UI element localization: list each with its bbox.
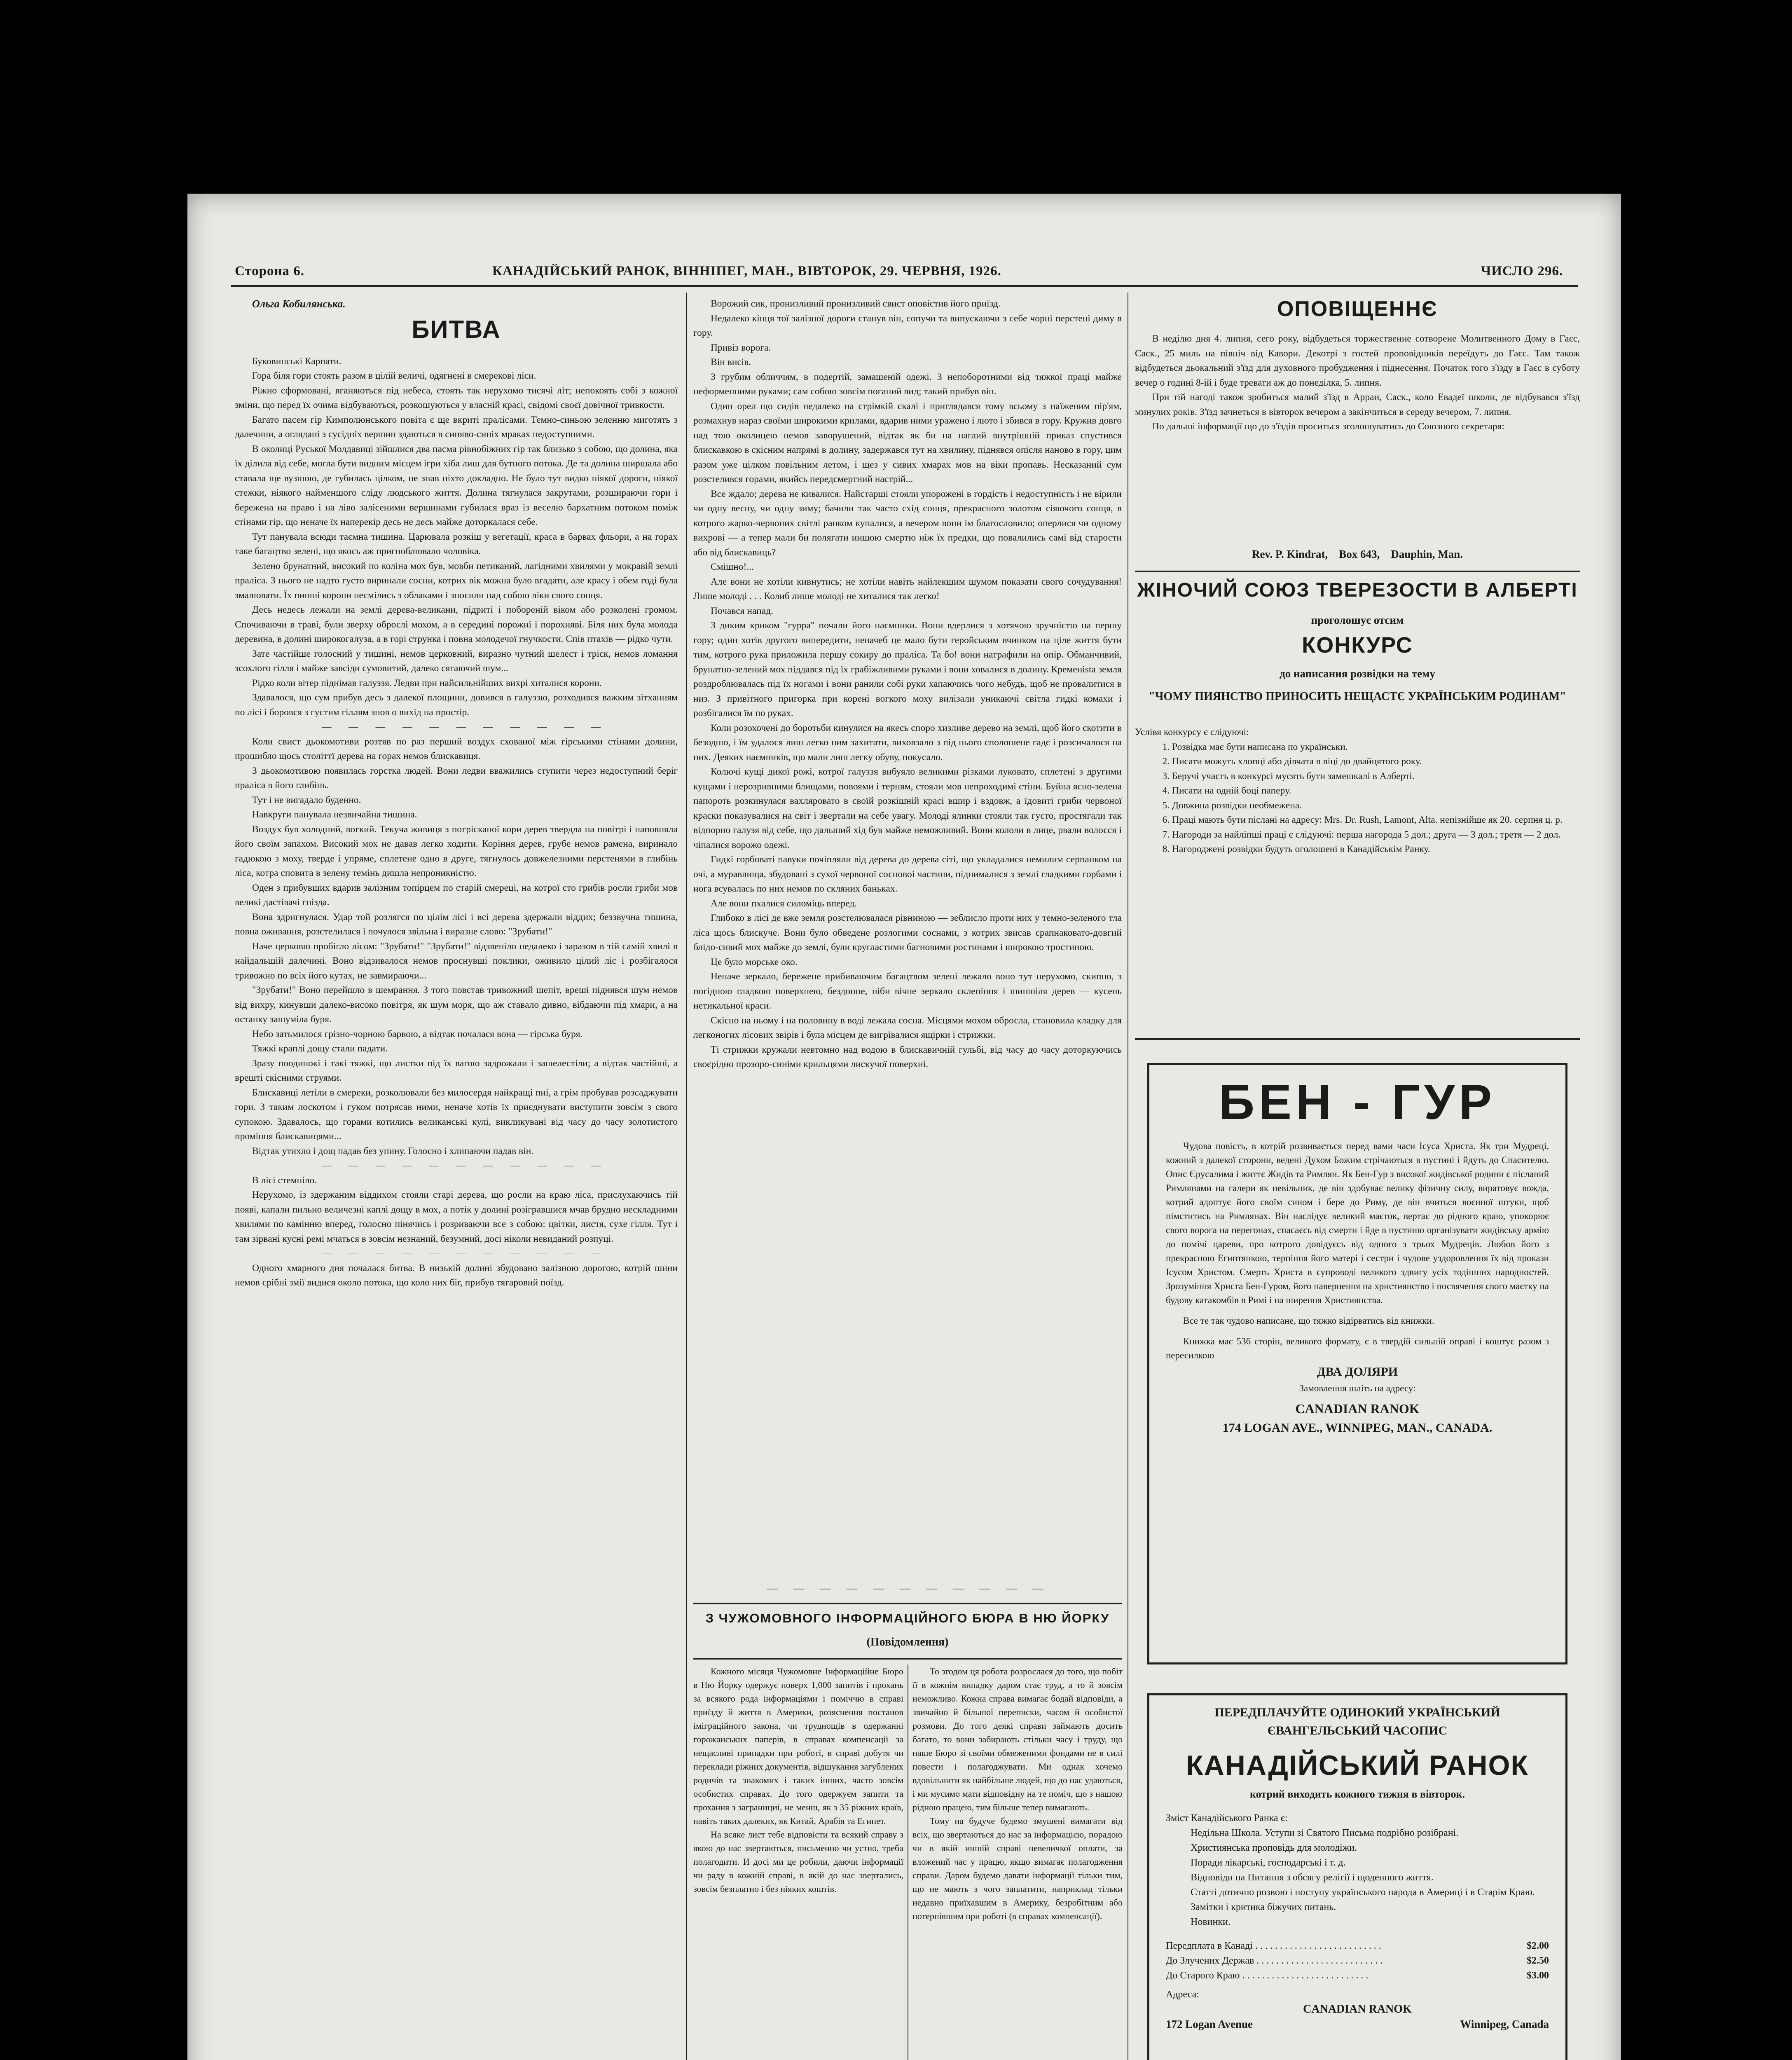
price-row [1166, 1953, 1549, 1968]
story-title: БИТВА [412, 315, 501, 343]
subscribe-content-item: Статті дотично розвою і поступу українського народа в Америці і в Старім Краю. [1191, 1887, 1535, 1898]
subscribe-prices [1166, 1938, 1549, 1983]
story-paragraph: Неначе зеркало, бережене прибиваючим багацтвом зелені лежало воно тут нерухомо, скипно, з погідною гладкою поверхнею, бездонне, ніби вічне зеркало склепіння і шиншіля дерев — кусень нетикальної краси. [693, 971, 1122, 1011]
story-paragraph: Коли свист дьокомотиви розтяв по раз перший воздух схованої між гірськими стінами долини, прошибло щось століттї дерева на горах немов блискавиця. [235, 736, 678, 761]
contest-condition: 3. Беручі участь в конкурсі мусять бути замешкалі в Алберті. [1172, 769, 1580, 784]
notice-paragraph: В неділю дня 4. липня, сего року, відбудеться торжественне сотворене Молитвенного Дому в Гаєс, Саск., 25 миль на північ від Кавори. Декотрі з гостей проповідників переїдуть до Гаєс. Там також відбудеться дьокальний з'їзд для духовного пробудження і піднесення. Початок того з'їзду в Гаєс в суботу вечер о годині 8-ій і буде тревати аж до понеділка, 5. липня. [1135, 333, 1580, 388]
story-paragraph: Колючі кущі дикої рожі, котрої галуззя вибуяло великими різками луковато, сплетені з другими кущами і нерозривними блищами, повоями і терням, стояли мов непроходимі стіни. Буйна ясно-зелена папороть розкинулася вахляровато в своїй розкішній красі вшир і вздовж, а їдовиті гриби червоної краски показувалися на світ і звертали на себе увагу. Молоді ялинки стояли так густо, простягали так відпорно галузя від себе, що дальший хід був майже неможливий. Вони кололи в лице, рвали волосся і чіпалися ворожо одежі. [693, 766, 1122, 850]
bureau-right [912, 1664, 1123, 2060]
story-paragraph: Зелено брунатний, високий по коліна мох був, мовби петиканий, лагідними хвилями у мокравій землі праліса. З нього не надто густо виринали сосни, котрих вік можна було вгадати, але красу і обем годі була змалювати. Їх пишні корони несмілись з облаками і зносили над собою ліки свого сонця. [235, 560, 678, 601]
contest-condition: 6. Праці мають бути післані на адресу: Mrs. Dr. Rush, Lamont, Alta. непізнійше як 20. серпня ц. р. [1172, 813, 1580, 828]
story-body-1 [235, 369, 678, 1290]
contest-purpose: до написання розвідки на тему [1280, 667, 1435, 680]
subscribe-contents [1166, 1811, 1549, 2032]
story-paragraph: Але вони пхалися силоміць вперед. [711, 898, 857, 909]
subscribe-content-item: Замітки і критика біжучих питань. [1191, 1902, 1336, 1913]
benhur-body [1166, 1139, 1549, 1437]
page-number: Сторона 6. [235, 264, 305, 279]
story-paragraph: — — — — — — — — — — — [321, 721, 608, 732]
benhur-address-name: CANADIAN RANOK [1295, 1401, 1420, 1416]
masthead: КАНАДІЙСЬКИЙ РАНОК, ВІННІПЕГ, МАН., ВІВТОРОК, 29. ЧЕРВНЯ, 1926. [492, 264, 1001, 279]
subscribe-ad [1147, 1693, 1567, 2060]
contest-word: КОНКУРС [1302, 633, 1413, 658]
contest-condition: 5. Довжина розвідки необмежена. [1172, 798, 1580, 813]
story-paragraph: Блискавиці летіли в смереки, розколювали без милосердя найкращі пні, а грім пробував розсаджувати гори. З таким лоскотом і гуком потрясав ними, неначе хотів їх приєднувати виступити зовсім з свого супокою. Здавалось, що горами котились великанські кулі, викликувані від часу до часу золотистого проміння блискавицями... [235, 1087, 678, 1142]
story-paragraph: Ворожий сик, пронизливий пронизливий свист оповістив його приїзд. [711, 298, 1001, 309]
bureau-paragraph: То згодом ця робота розрослася до того, що побіт її в кожнім випадку даром стає труд, а то й зовсім неможливо. Кожна справа вимагає бодай відповіди, а звичайно й більшої переписки, часом й особистої розмови. До того деякі справи займають досить багато, то вони забирають стільки часу і труду, що наше Бюро зі своїми обмеженими фондами нe в силі повести і полагоджувати. Ми однак хочемо вдовільнити як найбільше людей, що до нас удаються, і ми мусимо мати відповідну на те поміч, що з нашою рідною працею, тим більше тепер вимагають. [912, 1666, 1123, 1812]
subscribe-content-item: Поради лікарські, господарські і т. д. [1191, 1857, 1346, 1868]
subscribe-weekly: котрий виходить кожного тижня в вівторок. [1250, 1788, 1465, 1800]
subscribe-content-item: Відповіди на Питання з обсягу релігії і щоденного життя. [1191, 1872, 1434, 1883]
subscribe-content-item: Християнська проповідь для молодіжи. [1191, 1842, 1357, 1853]
newspaper-page [187, 194, 1621, 2060]
story-paragraph: Тут і не вигадало буденно. [252, 794, 361, 805]
story-column-2 [693, 297, 1122, 1574]
price-label: До Старого Краю . . . . . . . . . . . . . . . . . . . . . . . . . . [1166, 1970, 1369, 1981]
story-paragraph: Ті стрижки кружали невтомно над водою в блискавичній гульбі, від часу до часу доторкуючись своєрідно прозоро-синіми крильцями лискучої поверхні. [693, 1044, 1122, 1070]
subscribe-address-city: Winnipeg, Canada [1460, 2018, 1549, 2030]
notice-body [1135, 332, 1580, 562]
story-paragraph: Здавалося, що сум прибув десь з далекої площини, довився в галуззю, розходився важким зітханням по лісі і боровся з густим гіллям знов о вихід на простір. [235, 692, 678, 718]
story-paragraph: Оден з прибувших вдарив залізним топірцем по старій смереці, на котрої сто грибів росли гриби мов великі дастівачі гніздa. [235, 882, 678, 908]
subscribe-address-label: Адреса: [1166, 1989, 1200, 2000]
story-paragraph: Скісно на ньому і на половину в воді лежала сосна. Місцями мохом обросла, становила кладку для легконогих лісових звірів і була місцем де вигрівалися ящірки і стрижки. [693, 1015, 1122, 1040]
notice-title: ОПОВІЩЕННЄ [1277, 297, 1438, 321]
story-paragraph: "Зрубати!" Воно перейшло в шемрання. З того повстав тривожний шепіт, вреші піднявся шум немов від вихру, кинувши далеко-високо повітря, як шум моря, що аж ставало дивно, вібдаючи під хмари, а на останку зашуміла буря. [235, 985, 678, 1025]
story-paragraph: Наче церковю пробігло лісом: "Зрубати!" "Зрубати!" відзвеніло недалеко і заразом в тій самій хвилі в найдальшій далечині. Воно відзивалося немов проснувші поклики, оживило цілий ліс і розбігалося тривожно по всіх його кутах, не завмираючи... [235, 941, 678, 981]
contest-list [1135, 740, 1580, 857]
story-paragraph: Небо затьмилося грізно-чорною барвою, а відтак почалася вона — гірська буря. [252, 1028, 583, 1039]
story-paragraph: Один орел що сидів недалеко на стрімкій скалі і приглядався тому всьому з наїженим пір'ям, розмахнув нараз своїми широкими крилами, вдарив ними уражено і люто і збився в гору. Кружив довго над тою околицею немов заворушений, відтак як би на наглий внутрішній приказ спустився блискавкою в скісним напрямі в долину, задержався тут на хвилину, піднявся опісля наново в гору, цим разом уже цілком повільним летом, і щез у сивих хмарах мов на віки пропавь. Несказаний сум розстелився горами, якийсь передсмертний настрій... [693, 400, 1122, 485]
story-body-2 [693, 297, 1122, 1072]
benhur-order: Замовлення шліть на адресу: [1299, 1383, 1416, 1393]
contest-title: ЖІНОЧИЙ СОЮЗ ТВЕРЕЗОСТИ В АЛБЕРТІ [1137, 579, 1578, 601]
subscribe-contents-list [1166, 1826, 1549, 1929]
story-author: Ольга Кобилянська. [252, 298, 346, 310]
story-paragraph: Він висів. [711, 357, 751, 368]
subscribe-line1: ПЕРЕДПЛАЧУЙТЕ ОДИНОКИЙ УКРАЇНСЬКИЙ [1214, 1706, 1500, 1719]
subscribe-address-street: 172 Logan Avenue [1166, 2018, 1253, 2030]
story-paragraph: Рідко коли вітер піднімав галуззя. Ледви при найсильнійших вихрі хиталися корони. [252, 677, 602, 688]
story-paragraph: Вона здригнулася. Удар той розлягся по цілім лісі і всі дерева здержали віддих; беззвучна тишина, повна оживання, розстелилася і почулося звільна і виразне слово: "Зрубати!" [235, 911, 678, 937]
subscribe-line2: ЄВАНГЕЛЬСЬКИЙ ЧАСОПИС [1267, 1724, 1448, 1737]
story-paragraph: Ріжно сформовані, вганяються під небеса, стоять так нерухомо тисячі літ; непокоять собі з кожної зміни, що перед їх очима відбуваються, розкошуються у власній красі, свідомі своєї довічної тривкости. [235, 385, 678, 410]
story-end-separator: — — — — — — — — — — — [767, 1582, 1050, 1594]
price-row [1166, 1938, 1549, 1953]
benhur-description: Чудова повість, в котрій розвивається перед вами часи Ісуса Христа. Як три Мудреці, кожний з далекої сторони, ведені Духом Божим стрічаються в пустині і йдуть до Спасителю. Опис Єрусалима і життє Жидів та Римлян. Як Бен-Гур з високої жидівської родини є післаний Римлянами на галери як невільник, де він здобуває велику фізичну силу, виратовує вожда, котрий адоптує його своїм сином і бере до Риму, де він вчиться воєнної штуки, щоб пімститись на Римлянах. Він наслідує великий маєток, вертає до рідного краю, упокорює свого ворога на перегонах, спасаєсь від смерти і йде в пустиню організувати жидівську армію до помічі цареви, про котрого довідуєсь від одного з трьох Мудреців. Любов його з прекрасною Египтянкою, терпіння його матері і сестри і чудове уздоровлення їх від прокази Ісусом Христом. Смерть Христа в супроводі великого здвигу усіх тодішних народностей. Зрозуміння Христа Бен-Гуром, його навернення на християнство і посвячення свого маєтку на будову катакомбів в Римі і на ширення Християнства. [1166, 1141, 1549, 1305]
price-row [1166, 1968, 1549, 1983]
story-paragraph: Десь недесь лежали на землі дерева-великани, підриті і побореній віком або розколені громом. Спочиваючи в траві, були зверху оброслі мохом, а в середині порожні і порохняві. Біля них булa молода деревина, в долині широкогалуза, а в горі струнка і повна молодечої гнучкости. Спів птахів — рідко чути. [235, 604, 678, 644]
notice-rule [1135, 571, 1580, 572]
story-paragraph: Навкруги панувала незвичайна тишина. [252, 809, 417, 820]
price-amount: $2.50 [1527, 1955, 1549, 1966]
header-rule [231, 285, 1578, 287]
story-paragraph: Привіз ворога. [711, 342, 771, 353]
notice-paragraph: По дальші інформації що до з'їздів проситься зголошуватись до Союзного секретаря: [1152, 421, 1504, 432]
bureau-paragraph: Тому на будуче будемо змушені вимагати від всіх, що звертаються до нас за інформацією, порадою чи в якій иншій справі невеличкої оплати, за вложений час у працю, якщо вимагає полагодження справи. Даром будемо давати інформації тільки тим, що не мають з чого заплатити, наприклад тільки недавно приїхавшим в Америку, безробітним або потерпівшим при роботі (в справах компенсації). [912, 1816, 1123, 1921]
story-paragraph: Гора біля гори стоять разом в цілій величі, одягнені в смерекові ліси. [252, 370, 536, 381]
benhur-price: ДВА ДОЛЯРИ [1317, 1365, 1398, 1379]
benhur-address-street: 174 LOGAN AVE., WINNIPEG, MAN., CANADA. [1222, 1421, 1493, 1435]
story-paragraph: Воздух був холодний, вогкий. Текуча живиця з потрісканої кори дерев твердла на повітрі і наповняла його своїм запахом. Високий мох не давав легко ходити. Коріння дерев, грубе немов рамена, вириналo гадюкою з моху, твердe і упрямe, сплетене одно в друге, тягнулось довжелезними перстенями в глибінь ліса, котра сповита в зелену темінь дишла непроникністю. [235, 824, 678, 878]
story-paragraph: Зате частійше голосний у тишині, немов церковний, виразно чутний шелест і тріск, немов ломання зсохлого гілля і майже завсіди сумовитий, далеко сягаючий шум... [235, 648, 678, 674]
story-paragraph: З диким криком "гурра" почали його наємники. Вони вдерлися з хотячою зручністю на першу гору; один хотів другого випередити, неначеб це мало бути геройським вчинком на ціле життя бути тим, котрого рука приложила першу сокиру до праліса. Та бо! вони натрафили на опір. Обманчивий, брунатно-зелений мох піддався під їх грабіжливими руками і вони ховалися в долину. Кременista земля роздроблювалась під їх ногами і вони ранили собі руки хапаючись чого небудь, щоб не провалитися в низ. З привітного пригорка при корені вогкого моху вилізали уникаючі світла гидкі комахи і розбігалися їм по руках. [693, 620, 1122, 719]
notice-secretary: Rev. P. Kindrat, Box 643, Dauphin, Man. [1252, 548, 1463, 560]
price-label: Передплата в Канаді . . . . . . . . . . . . . . . . . . . . . . . . . . [1166, 1941, 1381, 1951]
story-paragraph: В лісі стемніло. [252, 1175, 317, 1186]
story-paragraph: Гидкі горбоваті павуки почіпляли від дерева до дерева сіті, що укладалися немилим серпанком на очі, а муравлища, збудовані з сухої червоної сосновоі частини, піднималися з землі гладкими горбами і нога всувалась по них немов по скляних баньках. [693, 854, 1122, 894]
story-paragraph: Недалеко кінця тої залізної дороги станув він, сопучи та випускаючи з себе чорні перстені диму в гору. [693, 313, 1122, 338]
story-paragraph: Зразу поодинокі і такі тяжкі, що листки під їх вагою задрожали і зашелестіли; а відтак частійші, а врешті скісними струями. [235, 1058, 678, 1083]
benhur-ad [1147, 1063, 1567, 1664]
story-paragraph: — — — — — — — — — — — [321, 1160, 608, 1171]
contest-conditions-label: Услівя конкурсу є слідуючі: [1135, 727, 1249, 737]
story-paragraph: — — — — — — — — — — — [321, 1248, 608, 1259]
story-paragraph: Але вони не хотіли кивнутись; не хотіли навіть найлекшим шумом показати свого сочудування! Лише молоді . . . Колиб лише молоді не хиталися так легко! [693, 576, 1122, 602]
story-paragraph: З дьокомотивою появилась горстка людей. Вони ледви вважились ступити через недоступний беріг праліса в його глибінь. [235, 765, 678, 791]
bureau-rule [693, 1658, 1122, 1660]
price-amount: $2.00 [1527, 1941, 1549, 1951]
contest-condition: 2. Писати можуть хлопці або дівчата в віці до двайцятого року. [1172, 754, 1580, 769]
contest-condition: 1. Розвідка має бути написана по українськи. [1172, 740, 1580, 755]
contest-condition: 4. Писати на одній боці паперу. [1172, 784, 1580, 798]
subscribe-name: КАНАДІЙСЬКИЙ РАНОК [1186, 1750, 1529, 1781]
contest-condition: 8. Нагороджені розвідки будуть оголошені в Канадійськім Ранку. [1172, 842, 1580, 857]
story-paragraph: Глибоко в лісі де вже земля розстелювалася рівнинoю — зеблисло проти них у темно-зеленого тла ліса щось блискуче. Вони було обведене розлогими соснами, з котрих звисав срапнаковато-довгий блідо-сивий мох майже до землі, були кругластими багновими ростинами і широкою тростиною. [693, 913, 1122, 953]
subscribe-contents-label: Зміст Канадійського Ранка є: [1166, 1813, 1288, 1824]
contest-rule [1135, 1038, 1580, 1040]
price-label: До Злучених Держав . . . . . . . . . . . . . . . . . . . . . . . . . . [1166, 1955, 1383, 1966]
story-paragraph: Все ждало; дерева не кивалися. Найстарші стояли упорожені в гордість і недоступність і не вірили чи одну весну, чи одну зиму; бачили так часто схід сонця, прекрасного золотом сіяючого сонця, в котрого жарко-червоних світлі ранком купалися, а вечером вони ім благословило; оперлися чи одному вихрові — а тепер мали би полягати иншою смертю ніж їх предки, що повалились самі від старости або від блискавиць? [693, 488, 1122, 558]
contest-announces: проголошує отсим [1311, 614, 1404, 626]
bureau-left [693, 1664, 903, 2060]
contest-topic: "ЧОМУ ПИЯНСТВО ПРИНОСИТЬ НЕЩАСТЄ УКРАЇНСЬКИМ РОДИНАМ" [1149, 690, 1566, 703]
story-paragraph: Відтак утихло і дощ падав без упину. Голосно і хлипаючи падав він. [252, 1145, 534, 1156]
issue-number: ЧИСЛО 296. [1481, 264, 1563, 279]
price-amount: $3.00 [1527, 1970, 1549, 1981]
notice-paragraph: При тій нагоді також зробиться малий з'їзд в Арран, Саск., коло Евадеї школи, де відбувався з'їзд минулих років. З'їзд зачнеться в вівторок вечером а закінчиться в середу вечером, 7. липня. [1135, 392, 1580, 417]
story-paragraph: Смішно!... [711, 562, 754, 572]
bureau-subtitle: (Повідомлення) [866, 1636, 949, 1648]
story-paragraph: Нерухомо, із здержаним віддихом стояли старі дерева, що росли на краю ліса, прислухаючись тій появі, капали пильно величезні каплі дощу в мох, а потік у долині розігравшися мчав брудно нескладними хвилями по камінню вперед, голосно пінячись і розриваючи все з собою: цвітки, листя, сухе гілля. Тут і там зірвані кусні ремі мчаться в зовсім незнаний, безумний, досі ніколи невиданий розпуці. [235, 1189, 678, 1244]
bureau-paragraph: На всякe лист тебе відповісти та всякий справу з якою до нас звертаються, письменно чи устно, треба полагодити. И досі ми це робили, даючи інформації чи раду в кожній справі, в якій до нас звертались, зовсім безплатно і без ніяких коштів. [693, 1829, 903, 1894]
bureau-rule-top [693, 1603, 1122, 1604]
bureau-title: З ЧУЖОМОВНОГО ІНФОРМАЦІЙНОГО БЮРА В НЮ ЙОРКУ [705, 1611, 1110, 1625]
subscribe-address-name: CANADIAN RANOK [1303, 2003, 1412, 2016]
bureau-paragraph: Кожного місяця Чужомовне Інформаційне Бюро в Ню Йорку одержує поверх 1,000 запитів і прохань за всякого рода інформаціями і поміччю в справі приїзду й життя в Америки, розяснення постанов іміграційного закона, чи труднощів в одержанні горожанських паперів, в справах компенсації за нещасливі припадки при роботі, в справі добутя чи переклади ріжних документів, відшукання загублених родичів та знакомих і таких інших, часто зовсім особистих справах. До того одержуєм запити та прохання з загранициі, не менш, як з 35 ріжних країв, навіть таких далеких, як Китай, Арабія та Египет. [693, 1666, 903, 1826]
column-divider [686, 293, 687, 2060]
story-paragraph: З грубим обличчям, в подертій, замашеній одежі. З непоборотними від тяжкої праці майже неформенними руками; сам собою зовсім поганий вид; такий прибув він. [693, 371, 1122, 397]
story-paragraph: Почався напад. [711, 605, 773, 616]
story-paragraph: Багато пасем гір Кимполюнського повіта є ще вкриті пралісами. Темно-синьою зеленню миготять з далечини, а оглядані з сусідніх вершин здаються в синяво-синіх мраках недоступними. [235, 414, 678, 440]
subscribe-content-item: Новинки. [1191, 1917, 1231, 1927]
story-paragraph: Це було морське око. [711, 956, 798, 967]
subscribe-content-item: Недільна Школа. Уступи зі Святого Письма подрібно розібрані. [1191, 1828, 1459, 1838]
story-paragraph: Коли розохочені до боротьби кинулися на якесь споро хизливе дерево на землі, щоб його скотити в безодню, і їм удалося лиш легко ним захитати, виховзало з під нього сполошене гадє і розсичалося на них. Деяких наємників, що мали лиш легку обуву, покусало. [693, 722, 1122, 763]
story-paragraph: Тут панувала всюди таємна тишина. Царювала розкіш у вегетації, краса в барвах фльори, а на горах таке багацтво зелені, що якось аж пригноблювало чоловіка. [235, 531, 678, 557]
benhur-praise: Все те так чудово написане, що тяжко відірватись від книжки. [1183, 1316, 1434, 1326]
story-paragraph: Одного хмарного дня почалася битва. В низькій долині збудовано залізною дорогою, котрій шини немов срібні змії видися около потока, що коло них біг, прибув тягаровий поїзд. [235, 1262, 678, 1288]
story-paragraph: Тяжкі краплі дощу стали падати. [252, 1043, 388, 1054]
story-subtitle: Буковинські Карпати. [252, 356, 342, 367]
story-paragraph: В околиці Руської Молдавиці зійшлися два пасма рівнобіжних гір так близько з собою, що долина, яка їх ділила від себе, могла бути видним місцем ігри хіба лиш для бутного потока. Де та долина ширшала або ставала ще вузшою, де губилась цілком, не знав ніхто докладно. Не було тут видко ніякої дороги, ніякої стежки, ніякого найменшого сліду людського життя. Долина тягнулася закрутами, розшираючи гори і бережена на право і на ліво залісеними вершинами губилася враз із веселю бархатним потоком поміж стінами гір, що неначе їх наперекір десь не десь майже доторкалася себе. [235, 443, 678, 527]
benhur-title: БЕН - ГУР [1219, 1074, 1496, 1130]
story-column-1 [235, 297, 678, 2060]
benhur-specs: Книжка має 536 сторін, великого формату, є в твердій сильній оправі і коштує разом з пересилкою [1166, 1336, 1549, 1360]
contest-condition: 7. Нагороди за найліпші праці є слідуючі: перша нагорода 5 дол.; друга — 3 дол.; третя — 2 дол. [1172, 828, 1580, 843]
